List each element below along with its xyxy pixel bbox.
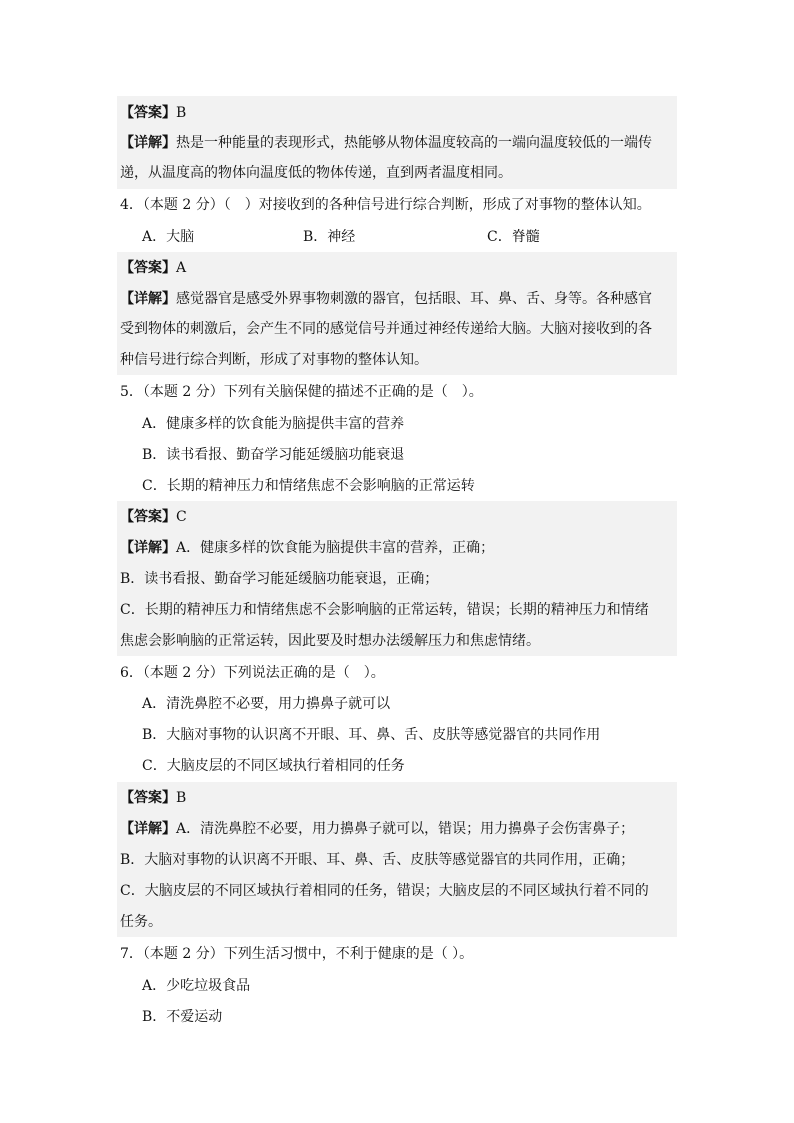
q4-stem: 4．（本题 2 分）（ ）对接收到的各种信号进行综合判断，形成了对事物的整体认知。 xyxy=(120,197,651,213)
q7-option-b: B．不爱运动 xyxy=(142,1009,223,1025)
answer-tag: 【答案】 xyxy=(120,105,176,121)
detail-text: 递，从温度高的物体向温度低的物体传递，直到两者温度相同。 xyxy=(120,165,512,181)
detail-tag: 【详解】 xyxy=(120,821,176,837)
q6-detail-line-2: B．大脑对事物的认识离不开眼、耳、鼻、舌、皮肤等感觉器官的共同作用，正确； xyxy=(120,852,635,868)
q6-option-a: A．清洗鼻腔不必要，用力擤鼻子就可以 xyxy=(142,696,391,712)
answer-tag: 【答案】 xyxy=(120,509,176,525)
q4-detail-line-1 xyxy=(120,289,652,309)
detail-tag: 【详解】 xyxy=(120,291,176,307)
q4-option-b: B．神经 xyxy=(303,229,356,245)
q5-option-b: B．读书看报、勤奋学习能延缓脑功能衰退 xyxy=(142,447,405,463)
q4-option-a: A．大脑 xyxy=(142,229,195,245)
q6-answer-line xyxy=(120,788,186,808)
detail-tag: 【详解】 xyxy=(120,540,176,556)
q3-answer-line xyxy=(120,103,186,123)
q5-stem: 5．（本题 2 分）下列有关脑保健的描述不正确的是（ ）。 xyxy=(120,384,483,400)
q6-detail-line-4: 任务。 xyxy=(120,914,162,930)
q6-option-b: B．大脑对事物的认识离不开眼、耳、鼻、舌、皮肤等感觉器官的共同作用 xyxy=(142,727,601,743)
q5-detail-line-4: 焦虑会影响脑的正常运转，因此要及时想办法缓解压力和焦虑情绪。 xyxy=(120,633,540,649)
answer-tag: 【答案】 xyxy=(120,790,176,806)
q6-option-c: C．大脑皮层的不同区域执行着相同的任务 xyxy=(142,758,405,774)
answer-value: B xyxy=(176,790,187,806)
detail-text: A．健康多样的饮食能为脑提供丰富的营养，正确； xyxy=(176,540,495,556)
q5-option-a: A．健康多样的饮食能为脑提供丰富的营养 xyxy=(142,416,405,432)
answer-value: C xyxy=(176,509,187,525)
q5-option-c: C．长期的精神压力和情绪焦虑不会影响脑的正常运转 xyxy=(142,478,475,494)
answer-tag: 【答案】 xyxy=(120,260,176,276)
detail-tag: 【详解】 xyxy=(120,135,176,151)
q3-detail-line-1 xyxy=(120,133,652,153)
q5-detail-line-1 xyxy=(120,538,494,558)
q4-detail-line-2: 受到物体的刺激后，会产生不同的感觉信号并通过神经传递给大脑。大脑对接收到的各 xyxy=(120,321,652,337)
q5-detail-line-2: B．读书看报、勤奋学习能延缓脑功能衰退，正确； xyxy=(120,571,439,587)
q5-answer-line xyxy=(120,507,187,527)
detail-text: 感觉器官是感受外界事物刺激的器官，包括眼、耳、鼻、舌、身等。各种感官 xyxy=(176,291,652,307)
q6-detail-line-3: C．大脑皮层的不同区域执行着相同的任务，错误；大脑皮层的不同区域执行着不同的 xyxy=(120,883,649,899)
q4-answer-line xyxy=(120,258,186,278)
detail-text: 热是一种能量的表现形式，热能够从物体温度较高的一端向温度较低的一端传 xyxy=(176,135,652,151)
detail-text: A．清洗鼻腔不必要，用力擤鼻子就可以，错误；用力擤鼻子会伤害鼻子； xyxy=(176,821,635,837)
q5-detail-line-3: C．长期的精神压力和情绪焦虑不会影响脑的正常运转，错误；长期的精神压力和情绪 xyxy=(120,602,649,618)
answer-value: A xyxy=(176,260,187,276)
q3-detail-line-2 xyxy=(120,163,512,183)
q4-option-c: C．脊髓 xyxy=(487,229,540,245)
q6-detail-line-1 xyxy=(120,819,634,839)
q6-stem: 6．（本题 2 分）下列说法正确的是（ ）。 xyxy=(120,665,385,681)
q4-detail-line-3: 种信号进行综合判断，形成了对事物的整体认知。 xyxy=(120,352,428,368)
answer-value: B xyxy=(176,105,187,121)
q7-stem: 7．（本题 2 分）下列生活习惯中，不利于健康的是（ ）。 xyxy=(120,946,474,962)
q7-option-a: A．少吃垃圾食品 xyxy=(142,978,251,994)
